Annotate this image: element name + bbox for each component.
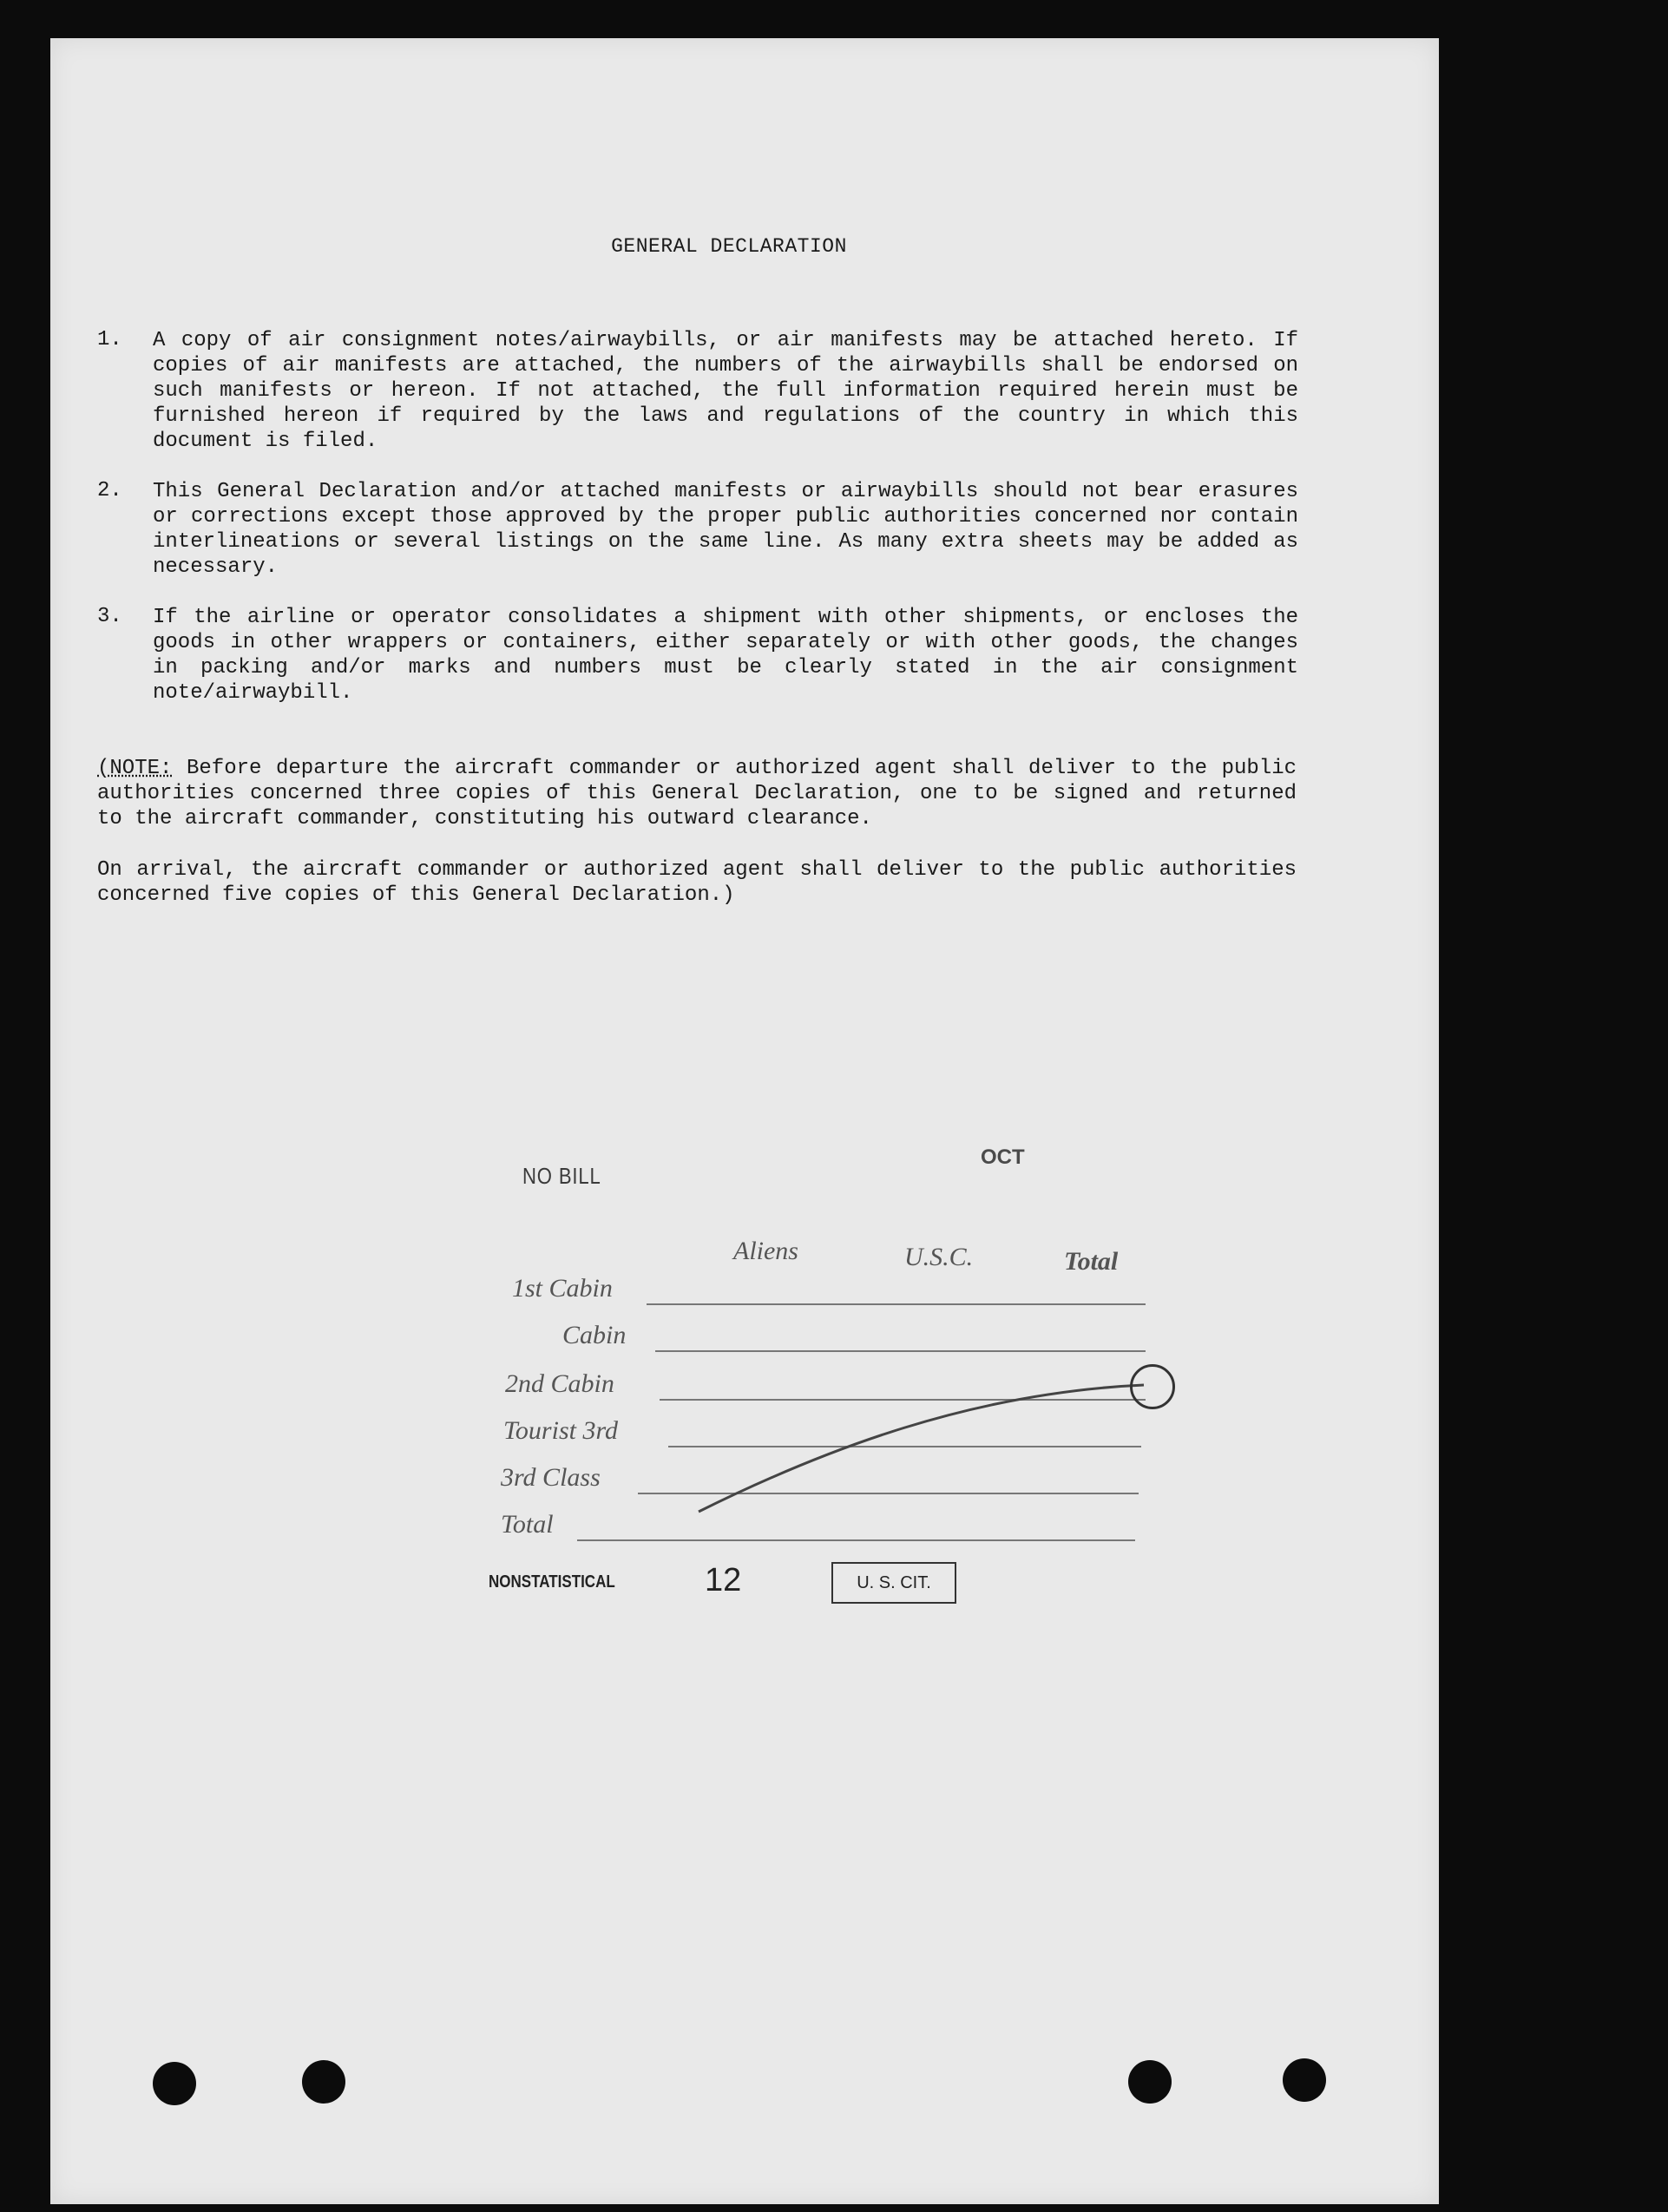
- nonstatistical-stamp: NONSTATISTICAL: [489, 1572, 615, 1592]
- row-tourist-3rd: Tourist 3rd: [503, 1416, 619, 1445]
- row-2nd-cabin: 2nd Cabin: [505, 1369, 614, 1398]
- item-text: A copy of air consignment notes/airwaybills, or air manifests may be attached hereto. If copies of air manifests are attached, the numbers of the airwaybills shall be endorsed on such manifests or hereon. If not attached, the full information required herein must be furnished hereon if required by the laws and regulations of the country in which this document is filed.: [153, 329, 1298, 453]
- note-label: (NOTE:: [97, 757, 173, 780]
- punch-hole: [1128, 2060, 1172, 2104]
- item-text: If the airline or operator consolidates a shipment with other shipments, or encloses the goods in other wrappers or containers, either separately or with other goods, the changes in packing and/or marks and numbers must be clearly stated in the air consignment note/airwaybill.: [153, 606, 1298, 705]
- date-stamp: OCT: [981, 1145, 1025, 1169]
- note-text: Before departure the aircraft commander or authorized agent shall deliver to the public authorities concerned three copies of this General Declaration, one to be signed and returned to the aircraft commander, constituting his outward clearance.: [97, 757, 1297, 830]
- column-aliens: Aliens: [733, 1237, 798, 1265]
- item-number: 3.: [97, 605, 122, 628]
- item-number: 2.: [97, 479, 122, 502]
- arrival-paragraph: On arrival, the aircraft commander or authorized agent shall deliver to the public authorities concerned five copies of this General Declaration.): [97, 858, 1297, 907]
- item-text: This General Declaration and/or attached manifests or airwaybills should not bear erasures or corrections except those approved by the proper public authorities concerned nor contain interlineations or several listings on the same line. As many extra sheets may be added as necessary.: [153, 480, 1298, 579]
- column-total: Total: [1064, 1247, 1119, 1276]
- punch-hole: [1283, 2058, 1326, 2102]
- column-usc: U.S.C.: [904, 1243, 974, 1271]
- punch-hole: [153, 2062, 196, 2105]
- no-bill-stamp: NO BILL: [522, 1163, 601, 1189]
- row-cabin: Cabin: [562, 1321, 627, 1349]
- punch-hole: [302, 2060, 345, 2104]
- item-number: 1.: [97, 328, 122, 351]
- us-citizen-stamp: U. S. CIT.: [831, 1562, 956, 1604]
- row-total: Total: [501, 1510, 554, 1539]
- handwritten-circle-mark: [1130, 1364, 1175, 1409]
- row-3rd-class: 3rd Class: [501, 1463, 601, 1492]
- row-1st-cabin: 1st Cabin: [512, 1274, 613, 1303]
- handwritten-count: 12: [705, 1562, 742, 1598]
- document-title: GENERAL DECLARATION: [611, 235, 847, 258]
